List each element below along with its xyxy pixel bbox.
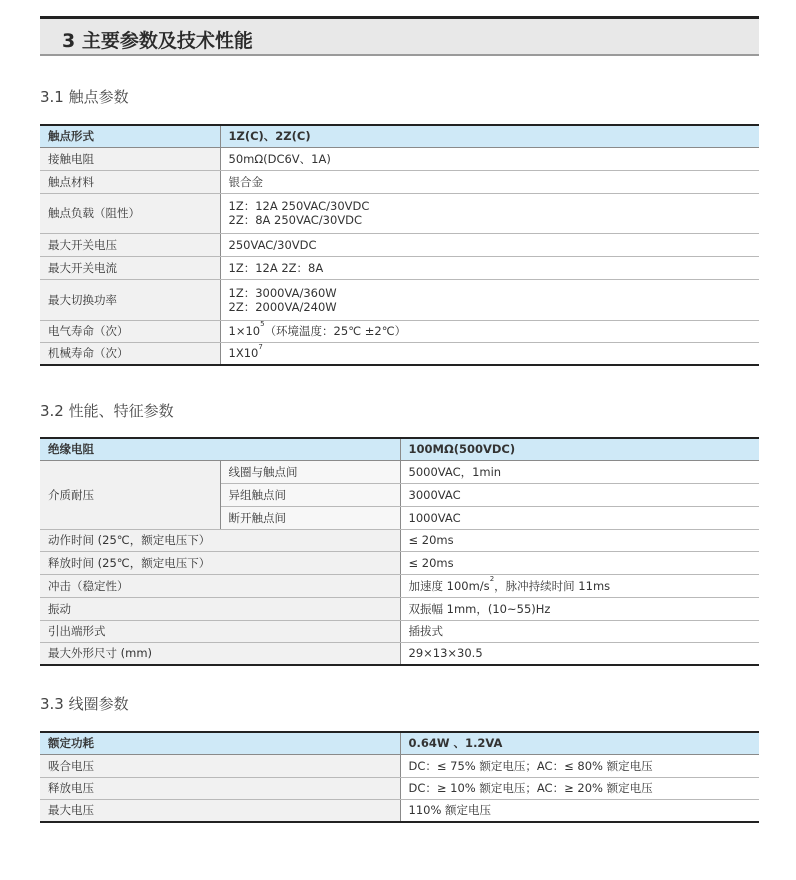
row-value: 50mΩ(DC6V、1A) <box>220 147 759 170</box>
value-base: 加速度 100m/s <box>408 578 490 593</box>
table-row <box>40 574 759 597</box>
row-value: DC：≤ 75% 额定电压；AC：≤ 80% 额定电压 <box>400 754 759 777</box>
row-value: 110% 额定电压 <box>400 799 759 822</box>
row-label: 触点形式 <box>40 125 220 147</box>
table-row <box>40 279 759 320</box>
row-value: 0.64W 、1.2VA <box>400 732 759 754</box>
row-value: ≤ 20ms <box>400 551 759 574</box>
row-value: 250VAC/30VDC <box>220 233 759 256</box>
row-value <box>220 193 759 233</box>
table-row <box>40 193 759 233</box>
row-label: 吸合电压 <box>40 754 400 777</box>
value-line: 2Z：2000VA/240W <box>228 299 337 314</box>
table-row <box>40 233 759 256</box>
row-label: 机械寿命（次） <box>40 342 220 365</box>
row-value <box>220 320 759 342</box>
value-exponent: 5 <box>260 320 265 328</box>
row-value: ≤ 20ms <box>400 529 759 551</box>
table-row <box>40 620 759 642</box>
row-label: 绝缘电阻 <box>40 438 400 460</box>
row-value: 100MΩ(500VDC) <box>400 438 759 460</box>
value-base: 1X10 <box>228 346 259 361</box>
row-value: DC：≥ 10% 额定电压；AC：≥ 20% 额定电压 <box>400 777 759 799</box>
row-label: 释放时间 (25℃，额定电压下） <box>40 551 400 574</box>
table-row <box>40 642 759 665</box>
row-value: 29×13×30.5 <box>400 642 759 665</box>
section-title-coil-params: 3.3 线圈参数 <box>40 695 129 713</box>
table-row <box>40 125 759 147</box>
table-row <box>40 777 759 799</box>
row-label: 最大开关电流 <box>40 256 220 279</box>
row-value: 插拔式 <box>400 620 759 642</box>
row-label: 触点材料 <box>40 170 220 193</box>
row-value: 1Z(C)、2Z(C) <box>220 125 759 147</box>
contact-params-table <box>40 124 759 366</box>
section-title-performance-params: 3.2 性能、特征参数 <box>40 402 174 420</box>
row-label: 额定功耗 <box>40 732 400 754</box>
row-value <box>220 342 759 365</box>
row-label: 引出端形式 <box>40 620 400 642</box>
row-value: 银合金 <box>220 170 759 193</box>
value-note: ，脉冲持续时间 11ms <box>494 578 611 593</box>
row-label: 振动 <box>40 597 400 620</box>
row-value: 3000VAC <box>400 483 759 506</box>
row-label: 触点负载（阻性） <box>40 193 220 233</box>
row-label: 最大电压 <box>40 799 400 822</box>
performance-params-table <box>40 437 759 666</box>
section-title-contact-params: 3.1 触点参数 <box>40 88 129 106</box>
row-value <box>220 279 759 320</box>
table-row <box>40 170 759 193</box>
table-row <box>40 799 759 822</box>
sub-row-label: 线圈与触点间 <box>220 460 400 483</box>
row-label: 释放电压 <box>40 777 400 799</box>
row-label: 最大外形尺寸 (mm) <box>40 642 400 665</box>
row-value: 1000VAC <box>400 506 759 529</box>
value-exponent: 7 <box>258 343 263 352</box>
value-exponent: 2 <box>489 574 495 583</box>
value-line: 1Z：12A 250VAC/30VDC <box>228 199 370 213</box>
sub-row-label: 异组触点间 <box>220 483 400 506</box>
row-label: 电气寿命（次） <box>40 320 220 342</box>
table-row <box>40 460 759 483</box>
row-label: 最大切换功率 <box>40 279 220 320</box>
table-row <box>40 551 759 574</box>
row-value: 双振幅 1mm，(10~55)Hz <box>400 597 759 620</box>
table-row <box>40 320 759 342</box>
row-value <box>400 574 759 597</box>
value-base: 1×10 <box>228 324 261 338</box>
value-line: 2Z：8A 250VAC/30VDC <box>228 213 363 227</box>
sub-row-label: 断开触点间 <box>220 506 400 529</box>
table-row <box>40 342 759 365</box>
row-label: 接触电阻 <box>40 147 220 170</box>
table-row <box>40 147 759 170</box>
value-note: （环境温度：25℃ ±2℃） <box>264 324 407 338</box>
row-label: 冲击（稳定性） <box>40 574 400 597</box>
chapter-title: 3 主要参数及技术性能 <box>62 30 253 52</box>
row-label: 最大开关电压 <box>40 233 220 256</box>
table-row <box>40 597 759 620</box>
table-row <box>40 529 759 551</box>
table-row <box>40 732 759 754</box>
row-label: 动作时间 (25℃，额定电压下） <box>40 529 400 551</box>
table-row <box>40 754 759 777</box>
table-row <box>40 256 759 279</box>
row-value: 5000VAC，1min <box>400 460 759 483</box>
value-line: 1Z：3000VA/360W <box>228 285 337 300</box>
table-row <box>40 438 759 460</box>
coil-params-table <box>40 731 759 823</box>
chapter-header <box>40 16 759 56</box>
row-label: 介质耐压 <box>40 460 220 529</box>
row-value: 1Z：12A 2Z：8A <box>220 256 759 279</box>
